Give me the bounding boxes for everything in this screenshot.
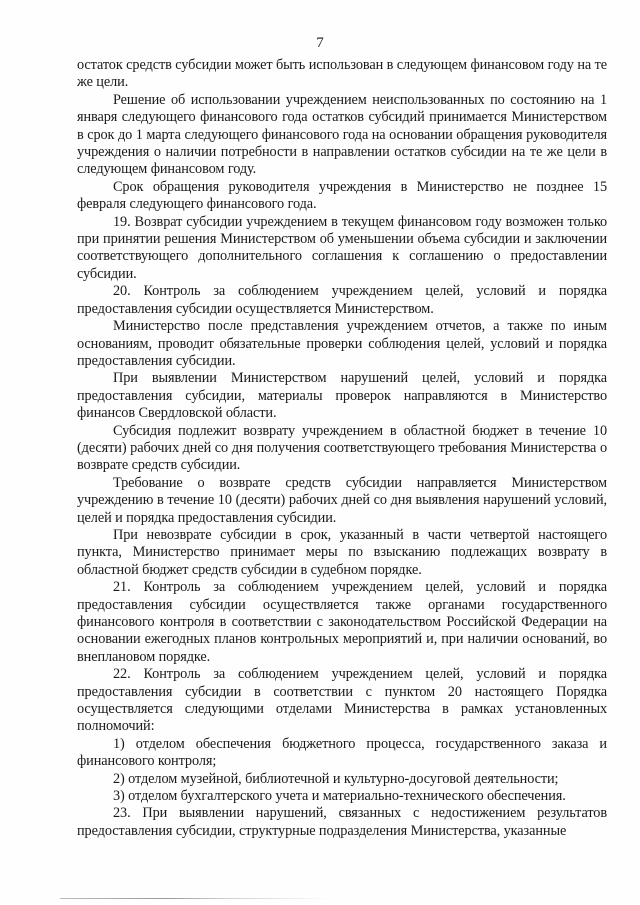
paragraph-item-21: 21. Контроль за соблюдением учреждением целей, условий и порядка предоставления субсидии осуществляется также органами государственного финансового контроля в соответствии с законодательством Российской Федерации на основании ежегодных планов контрольных мероприятий и, при наличии оснований, во внеплановом порядке. [77,579,607,665]
scan-artifact-dots [230,897,340,899]
paragraph-subsidy-return: Субсидия подлежит возврату учреждением в областной бюджет в течение 10 (десяти) рабочих дней со дня получения соответствующего требования Министерства о возврате средств субсидии. [77,422,607,474]
paragraph-remaining-funds-decision: Решение об использовании учреждением неиспользованных по состоянию на 1 января следующего финансового года остатков субсидий принимается Министерством в срок до 1 марта следующего финансового года на основании обращения руководителя учреждения о наличии потребности в направлении остатков субсидии на те же цели в следующем финансовом году. [77,91,607,178]
paragraph-continuation: остаток средств субсидии может быть использован в следующем финансовом году на те же цели. [77,57,607,91]
paragraph-violations-materials: При выявлении Министерством нарушений целей, условий и порядка предоставления субсидии, материалы проверок направляются в Министерство финансов Свердловской области. [77,370,607,422]
paragraph-non-return: При невозврате субсидии в срок, указанный в части четвертой настоящего пункта, Министерство принимает меры по взысканию подлежащих возврату в областной бюджет средств субсидии в судебном порядке. [77,526,607,578]
paragraph-item-23: 23. При выявлении нарушений, связанных с недостижением результатов предоставления субсидии, структурные подразделения Министерства, указанные [77,805,607,839]
list-item-department-1: 1) отделом обеспечения бюджетного процесса, государственного заказа и финансового контроля; [77,735,607,770]
list-item-department-2: 2) отделом музейной, библиотечной и культурно-досуговой деятельности; [113,770,559,787]
document-body [77,57,607,840]
page-number: 7 [316,35,324,51]
paragraph-item-22: 22. Контроль за соблюдением учреждением целей, условий и порядка предоставления субсидии в соответствии с пунктом 20 настоящего Порядка осуществляется следующими отделами Министерства в рамках установленных полномочий: [77,666,607,735]
list-item-department-3: 3) отделом бухгалтерского учета и материально-технического обеспечения. [113,788,566,805]
paragraph-return-demand: Требование о возврате средств субсидии направляется Министерством учреждению в течение 10 (десяти) рабочих дней со дня выявления нарушений условий, целей и порядка предоставления субсидии. [77,474,607,526]
paragraph-ministry-checks: Министерство после представления учреждением отчетов, а также по иным основаниям, проводит обязательные проверки соблюдения целей, условий и порядка предоставления субсидии. [77,318,607,369]
paragraph-item-19: 19. Возврат субсидии учреждением в текущем финансовом году возможен только при принятии решения Министерством об уменьшении объема субсидии и заключении соответствующего дополнительного соглашения к соглашению о предоставлении субсидии. [77,213,607,282]
paragraph-request-deadline: Срок обращения руководителя учреждения в Министерство не позднее 15 февраля следующего финансового года. [77,178,607,213]
paragraph-item-20: 20. Контроль за соблюдением учреждением целей, условий и порядка предоставления субсидии осуществляется Министерством. [77,283,607,317]
